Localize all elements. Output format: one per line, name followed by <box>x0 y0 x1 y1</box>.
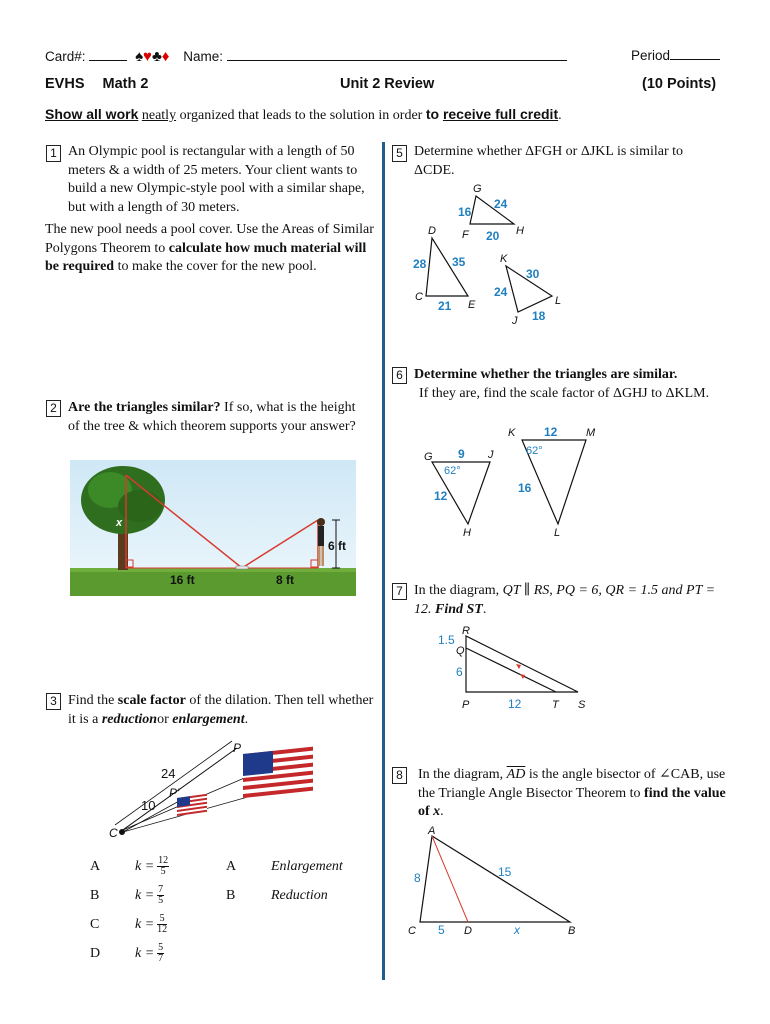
school-label <box>45 76 148 92</box>
q7-t4: . <box>482 601 487 617</box>
q5-G: G <box>473 183 482 195</box>
q8-t4: find the value of <box>418 785 726 819</box>
q7-T: T <box>552 699 559 711</box>
name-label: Name: <box>183 49 223 64</box>
q8-number: 8 <box>392 767 407 784</box>
q6-kl: 16 <box>518 481 532 495</box>
instr-period: . <box>558 108 562 123</box>
choice-letter: C <box>90 916 100 932</box>
page-title: Unit 2 Review <box>340 76 435 92</box>
choice-fraction <box>157 943 164 964</box>
q2-rest: If so, what is the height of the tree & which theorem supports your answer? <box>68 400 356 434</box>
q2-label-16ft: 16 ft <box>170 573 195 587</box>
q3-label-Pprime: P' <box>169 786 180 800</box>
q6-km: 12 <box>544 425 558 439</box>
q8-C: C <box>408 925 416 937</box>
school: EVHS <box>45 76 85 92</box>
q3-number: 3 <box>46 693 61 710</box>
q8-t6: . <box>440 804 444 819</box>
q1-text2a: The new pool needs a pool cover. Use the Areas of Similar Polygons Theorem to <box>45 222 374 256</box>
points: (10 Points) <box>642 76 717 92</box>
choice-letter: D <box>90 945 101 961</box>
q6-angle2: 62° <box>526 445 543 457</box>
choice-fraction <box>157 885 164 906</box>
card-field <box>45 48 567 65</box>
q3-choices-k <box>90 852 169 968</box>
q7-t3: Find ST <box>435 601 483 617</box>
course: Math 2 <box>102 76 149 92</box>
q3-choice2-b[interactable] <box>226 881 343 910</box>
q7-P: P <box>462 699 470 711</box>
q8-db: x <box>514 923 520 937</box>
q8-t5: x <box>433 804 441 819</box>
q3-flag-figure <box>105 740 325 840</box>
q7-S: S <box>578 699 586 711</box>
frac-num: 7 <box>158 884 164 895</box>
q3-t7: . <box>244 711 249 727</box>
q3-choice-a[interactable] <box>90 852 169 881</box>
instr-bold1: Show all work <box>45 106 139 122</box>
q8-ac: 8 <box>414 871 421 885</box>
q5-H: H <box>516 225 524 237</box>
q1-text: An Olympic pool is rectangular with a length of 50 meters & a width of 25 meters. Your client wants to build a new Olympic-style pool with a similar shape, but with a length of 30 meters. <box>68 144 365 215</box>
q7-text <box>414 582 726 619</box>
q8-t3: is the angle bisector of ∠CAB, use the Triangle Angle Bisector Theorem to <box>418 767 726 801</box>
q8-t1: In the diagram, <box>418 767 507 782</box>
q2-label-6ft: 6 ft <box>328 539 346 553</box>
q6-rest: If they are, find the scale factor of ΔGHJ to ΔKLM. <box>419 385 710 401</box>
q5-dc: 28 <box>413 257 427 271</box>
q2-text <box>68 399 368 436</box>
q7-t2: QT ∥ RS, PQ = 6, QR = 1.5 and PT = 12. <box>414 583 716 617</box>
q3-t5: or <box>157 711 173 727</box>
q8-ab: 15 <box>498 865 512 879</box>
q5-triangles-figure <box>410 178 590 324</box>
q3-choice-c[interactable] <box>90 910 169 939</box>
q3-t1: Find the <box>68 693 118 708</box>
instr-text: organized that leads to the solution in order <box>176 108 426 123</box>
q8-A: A <box>428 825 436 837</box>
q1-number: 1 <box>46 145 61 162</box>
q6-gj: 9 <box>458 447 465 461</box>
q6-J: J <box>488 449 494 461</box>
q6-K: K <box>508 427 516 439</box>
period-label: Period <box>631 48 671 63</box>
q5-fh: 20 <box>486 229 500 243</box>
q5-number: 5 <box>392 145 407 162</box>
q6-M: M <box>586 427 596 439</box>
instr-credit: receive full credit <box>442 106 559 122</box>
q6-L: L <box>554 527 561 539</box>
choice-text: Enlargement <box>271 858 343 874</box>
q3-label-10: 10 <box>141 798 156 813</box>
q5-ce: 21 <box>438 299 452 313</box>
q7-t1: In the diagram, <box>414 583 503 598</box>
frac-num: 12 <box>158 855 169 866</box>
q3-choices-type <box>226 852 343 910</box>
card-label: Card#: <box>45 49 86 64</box>
q7-R: R <box>462 625 470 637</box>
q2-label-8ft: 8 ft <box>276 573 294 587</box>
q3-choice2-a[interactable] <box>226 852 343 881</box>
frac-den: 12 <box>157 924 168 935</box>
q6-G: G <box>424 451 433 463</box>
q5-C: C <box>415 291 423 303</box>
q2-bold: Are the triangles similar? <box>68 400 221 415</box>
q3-label-24: 24 <box>161 766 176 781</box>
q5-de: 35 <box>452 255 466 269</box>
choice-letter: A <box>90 858 101 874</box>
q8-B: B <box>568 925 576 937</box>
q8-cd: 5 <box>438 923 445 937</box>
q8-t2: $\overline{AD}$ <box>506 767 526 782</box>
q7-pq: 6 <box>456 665 463 679</box>
q5-E: E <box>468 299 476 311</box>
q3-choice-d[interactable] <box>90 939 169 968</box>
choice-k: k = <box>135 887 155 903</box>
q3-text <box>68 692 374 729</box>
choice-fraction <box>157 856 169 877</box>
q1-text2c: to make the cover for the new pool. <box>114 259 317 274</box>
q3-t3: of the dilation. Then tell whether it is a <box>68 693 374 727</box>
q3-label-C: C <box>109 826 118 840</box>
instr-neatly: neatly <box>141 108 177 123</box>
q7-triangle-figure <box>432 622 602 714</box>
frac-den: 5 <box>158 895 164 906</box>
instructions <box>45 106 562 124</box>
q6-triangles-figure <box>418 424 618 542</box>
q7-number: 7 <box>392 583 407 600</box>
q1-text2b: calculate how much material will be required <box>45 240 367 274</box>
name-blank[interactable] <box>227 60 567 61</box>
q6-bold: Determine whether the triangles are similar. <box>414 367 678 382</box>
q3-t6: enlargement <box>172 711 245 727</box>
q8-text <box>418 766 728 822</box>
suits-icon: ♠♥♣♦ <box>135 48 170 65</box>
q5-F: F <box>462 229 469 241</box>
choice-letter: B <box>90 887 100 903</box>
choice-letter: A <box>226 858 237 874</box>
period-blank[interactable] <box>670 59 720 60</box>
q5-gh: 24 <box>494 197 508 211</box>
q7-Q: Q <box>456 645 465 657</box>
q3-choice-b[interactable] <box>90 881 169 910</box>
q6-H: H <box>463 527 471 539</box>
frac-num: 5 <box>157 914 167 925</box>
q6-text <box>414 366 724 403</box>
choice-k: k = <box>135 858 155 874</box>
q5-text: Determine whether ΔFGH or ΔJKL is similar to ΔCDE. <box>414 144 684 178</box>
q8-D: D <box>464 925 472 937</box>
q3-t4: reduction <box>101 711 158 727</box>
column-divider <box>382 142 385 980</box>
q5-L: L <box>555 295 562 307</box>
q3-t2: scale factor <box>117 693 186 708</box>
q3-label-P: P <box>233 741 242 755</box>
q5-K: K <box>500 253 508 265</box>
q7-pt: 12 <box>508 697 522 711</box>
q5-jl: 18 <box>532 309 546 323</box>
choice-letter: B <box>226 887 236 903</box>
q2-number: 2 <box>46 400 61 417</box>
q6-angle1: 62° <box>444 465 461 477</box>
q6-gh: 12 <box>434 489 448 503</box>
q5-J: J <box>512 315 518 324</box>
q2-label-x: x <box>116 517 123 529</box>
choice-k: k = <box>135 916 155 932</box>
choice-fraction <box>157 914 167 935</box>
instr-to: to <box>425 106 443 122</box>
choice-k: k = <box>135 945 155 961</box>
choice-text: Reduction <box>271 887 328 903</box>
q2-tree-figure <box>70 460 356 596</box>
q7-qr: 1.5 <box>438 633 455 647</box>
frac-den: 7 <box>158 953 164 964</box>
q8-triangle-figure <box>402 824 592 942</box>
period-field <box>631 48 720 63</box>
q5-gf: 16 <box>458 205 472 219</box>
q6-number: 6 <box>392 367 407 384</box>
frac-num: 5 <box>158 942 164 953</box>
frac-den: 5 <box>160 866 166 877</box>
q5-kl: 30 <box>526 267 540 281</box>
q5-kj: 24 <box>494 285 508 299</box>
q1-text2 <box>45 221 377 277</box>
q5-D: D <box>428 225 436 237</box>
card-blank[interactable] <box>89 60 127 61</box>
